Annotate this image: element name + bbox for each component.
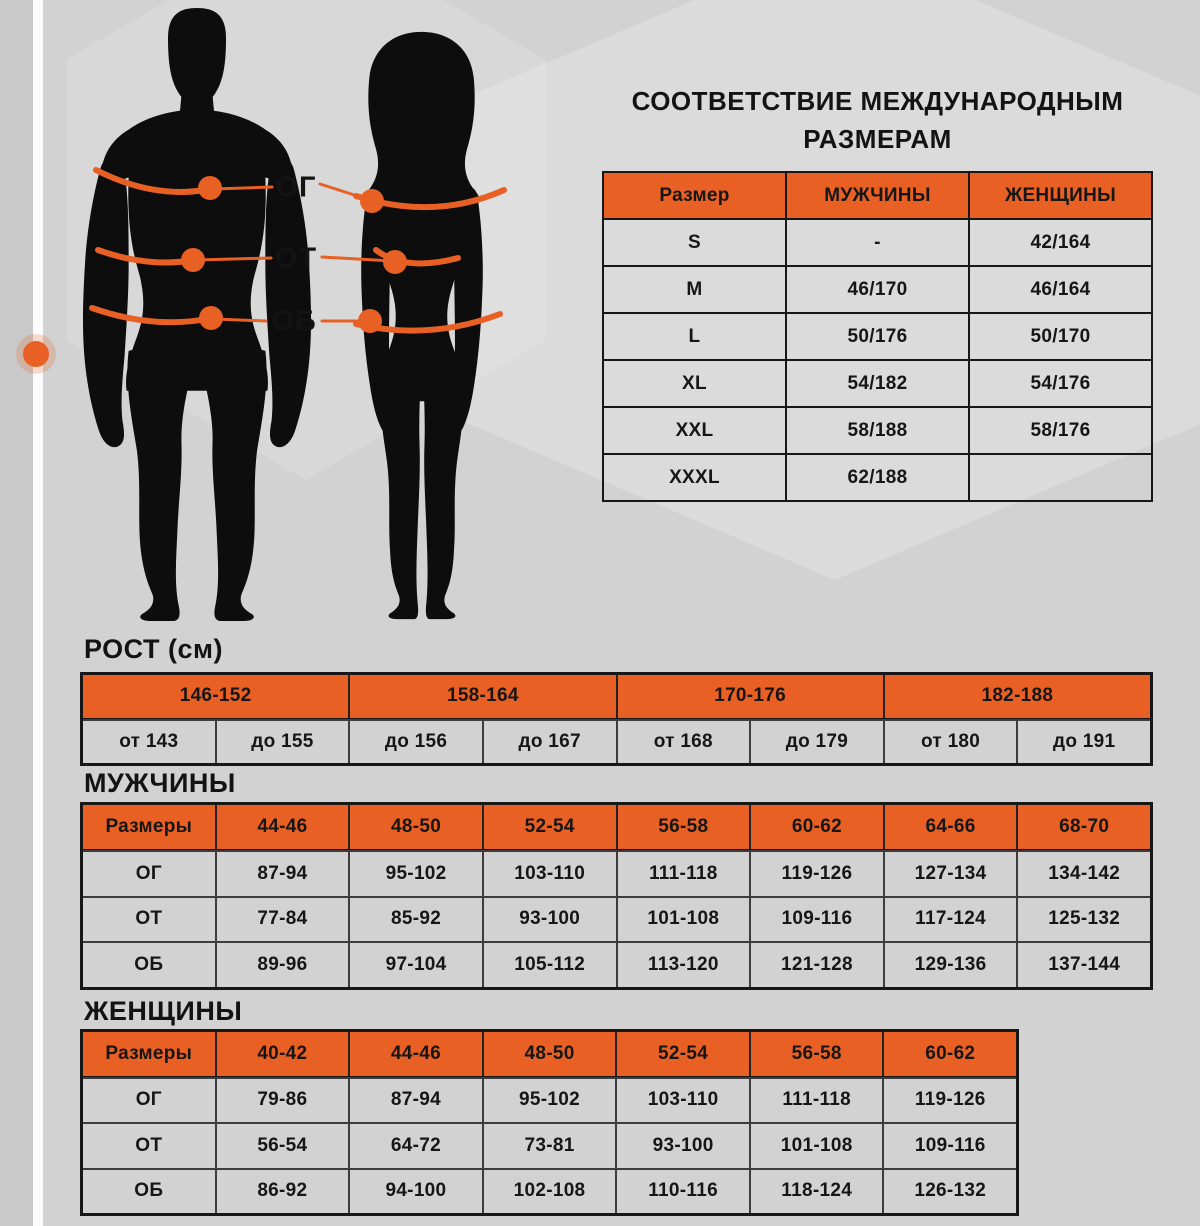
cell: 113-120 <box>616 943 750 987</box>
cell: S <box>688 231 701 253</box>
waist-line-male <box>98 250 194 262</box>
header-cell: МУЖЧИНЫ <box>785 173 968 218</box>
row-label-cell: ОБ <box>134 954 164 976</box>
table-row <box>83 1168 1016 1214</box>
header-cell: 182-188 <box>883 675 1150 718</box>
international-size-table <box>602 171 1153 502</box>
table-row <box>604 406 1151 453</box>
header-cell: 64-66 <box>883 805 1017 849</box>
measure-dot <box>181 248 205 272</box>
cell: 119-126 <box>882 1079 1016 1123</box>
row-label-cell: ОГ <box>135 862 162 884</box>
table-row <box>83 1077 1016 1123</box>
cell: 95-102 <box>482 1079 616 1123</box>
cell: 89-96 <box>215 943 349 987</box>
header-cell: 52-54 <box>615 1032 749 1076</box>
cell: 87-94 <box>348 1079 482 1123</box>
cell: 105-112 <box>482 943 616 987</box>
cell: 134-142 <box>1016 852 1150 896</box>
cell: 46/170 <box>785 267 968 312</box>
row-label-cell: ОГ <box>135 1089 162 1111</box>
cell: 95-102 <box>348 852 482 896</box>
cell: 46/164 <box>968 267 1151 312</box>
cell: 86-92 <box>215 1170 349 1214</box>
cell: 58/176 <box>968 408 1151 453</box>
cell: 103-110 <box>615 1079 749 1123</box>
cell: 77-84 <box>215 898 349 942</box>
cell: 101-108 <box>616 898 750 942</box>
cell: 137-144 <box>1016 943 1150 987</box>
cell: 111-118 <box>616 852 750 896</box>
hips-measure-label: ОБ <box>271 305 317 338</box>
cell: 50/170 <box>968 314 1151 359</box>
cell: до 191 <box>1016 721 1150 764</box>
table-row <box>83 719 1150 764</box>
cell: 85-92 <box>348 898 482 942</box>
cell: XL <box>682 372 707 394</box>
header-cell: ЖЕНЩИНЫ <box>968 173 1151 218</box>
cell: 54/182 <box>785 361 968 406</box>
cell: 42/164 <box>968 220 1151 265</box>
measure-dot <box>198 176 222 200</box>
header-cell: 44-46 <box>215 805 349 849</box>
height-table <box>80 672 1153 766</box>
cell: 54/176 <box>968 361 1151 406</box>
cell: 73-81 <box>482 1124 616 1168</box>
header-cell: 48-50 <box>482 1032 616 1076</box>
table-row <box>83 850 1150 896</box>
cell: 62/188 <box>785 455 968 500</box>
hips-line-male <box>92 308 212 322</box>
cell: 119-126 <box>749 852 883 896</box>
row-label-cell: ОБ <box>134 1180 164 1202</box>
table-row <box>604 359 1151 406</box>
table-header-row <box>83 805 1150 850</box>
table-header-row <box>83 1032 1016 1077</box>
table-row <box>83 1122 1016 1168</box>
measure-dot <box>358 309 382 333</box>
cell: 125-132 <box>1016 898 1150 942</box>
table-header-row <box>604 173 1151 218</box>
header-cell: 68-70 <box>1016 805 1150 849</box>
table-row <box>604 453 1151 500</box>
cell: 129-136 <box>883 943 1017 987</box>
cell: 101-108 <box>749 1124 883 1168</box>
women-size-table <box>80 1029 1019 1216</box>
chest-line-male <box>96 170 210 192</box>
measure-dot <box>383 250 407 274</box>
table-row <box>83 941 1150 987</box>
cell: 94-100 <box>348 1170 482 1214</box>
header-cell: 40-42 <box>215 1032 349 1076</box>
cell: XXXL <box>669 466 720 488</box>
cell: L <box>688 325 701 347</box>
table-row <box>604 218 1151 265</box>
header-cell: 60-62 <box>749 805 883 849</box>
waist-callout-right <box>322 257 392 261</box>
table-row <box>83 896 1150 942</box>
cell: 93-100 <box>482 898 616 942</box>
header-cell: 56-58 <box>616 805 750 849</box>
waist-callout-left <box>197 258 271 260</box>
page-title <box>602 82 1153 158</box>
cell: 103-110 <box>482 852 616 896</box>
page-title-line1: СООТВЕТСТВИЕ МЕЖДУНАРОДНЫМ <box>631 86 1124 116</box>
cell: 56-54 <box>215 1124 349 1168</box>
cell: 64-72 <box>348 1124 482 1168</box>
cell: - <box>785 220 968 265</box>
cell: 79-86 <box>215 1079 349 1123</box>
cell: 109-116 <box>882 1124 1016 1168</box>
cell: от 180 <box>883 721 1017 764</box>
cell: 97-104 <box>348 943 482 987</box>
waist-measure-label: ОТ <box>274 242 318 275</box>
men-section-label: МУЖЧИНЫ <box>84 768 236 798</box>
header-cell: 56-58 <box>749 1032 883 1076</box>
table-row <box>604 265 1151 312</box>
chest-callout-left <box>214 187 272 189</box>
women-section-label: ЖЕНЩИНЫ <box>84 996 243 1026</box>
men-size-table <box>80 802 1153 990</box>
header-cell: 44-46 <box>348 1032 482 1076</box>
cell: 110-116 <box>615 1170 749 1214</box>
cell <box>968 455 1151 500</box>
cell: 58/188 <box>785 408 968 453</box>
header-cell: 158-164 <box>348 675 615 718</box>
cell: 126-132 <box>882 1170 1016 1214</box>
measure-dot <box>199 306 223 330</box>
cell: 118-124 <box>749 1170 883 1214</box>
header-cell: 48-50 <box>348 805 482 849</box>
header-cell: 60-62 <box>882 1032 1016 1076</box>
page-title-line2: РАЗМЕРАМ <box>803 124 952 154</box>
header-cell: 146-152 <box>83 675 348 718</box>
cell: 87-94 <box>215 852 349 896</box>
header-cell: 170-176 <box>616 675 883 718</box>
cell: до 167 <box>482 721 616 764</box>
header-cell: Размеры <box>83 1032 215 1076</box>
row-label-cell: ОТ <box>135 908 163 930</box>
chest-measure-label: ОГ <box>275 171 317 204</box>
header-cell: Размеры <box>83 805 215 849</box>
row-label-cell: ОТ <box>135 1134 163 1156</box>
cell: 111-118 <box>749 1079 883 1123</box>
cell: до 156 <box>348 721 482 764</box>
cell: 93-100 <box>615 1124 749 1168</box>
height-section-label: РОСТ (см) <box>84 634 223 664</box>
cell: 121-128 <box>749 943 883 987</box>
header-cell: 52-54 <box>482 805 616 849</box>
cell: 50/176 <box>785 314 968 359</box>
cell: до 179 <box>749 721 883 764</box>
cell: от 168 <box>616 721 750 764</box>
cell: от 143 <box>119 730 179 752</box>
table-row <box>604 312 1151 359</box>
cell: до 155 <box>215 721 349 764</box>
cell: 109-116 <box>749 898 883 942</box>
cell: 127-134 <box>883 852 1017 896</box>
measure-dot <box>360 189 384 213</box>
cell: XXL <box>675 419 714 441</box>
header-cell: Размер <box>604 173 785 218</box>
cell: 117-124 <box>883 898 1017 942</box>
cell: M <box>686 278 703 300</box>
cell: 102-108 <box>482 1170 616 1214</box>
table-header-row <box>83 675 1150 719</box>
